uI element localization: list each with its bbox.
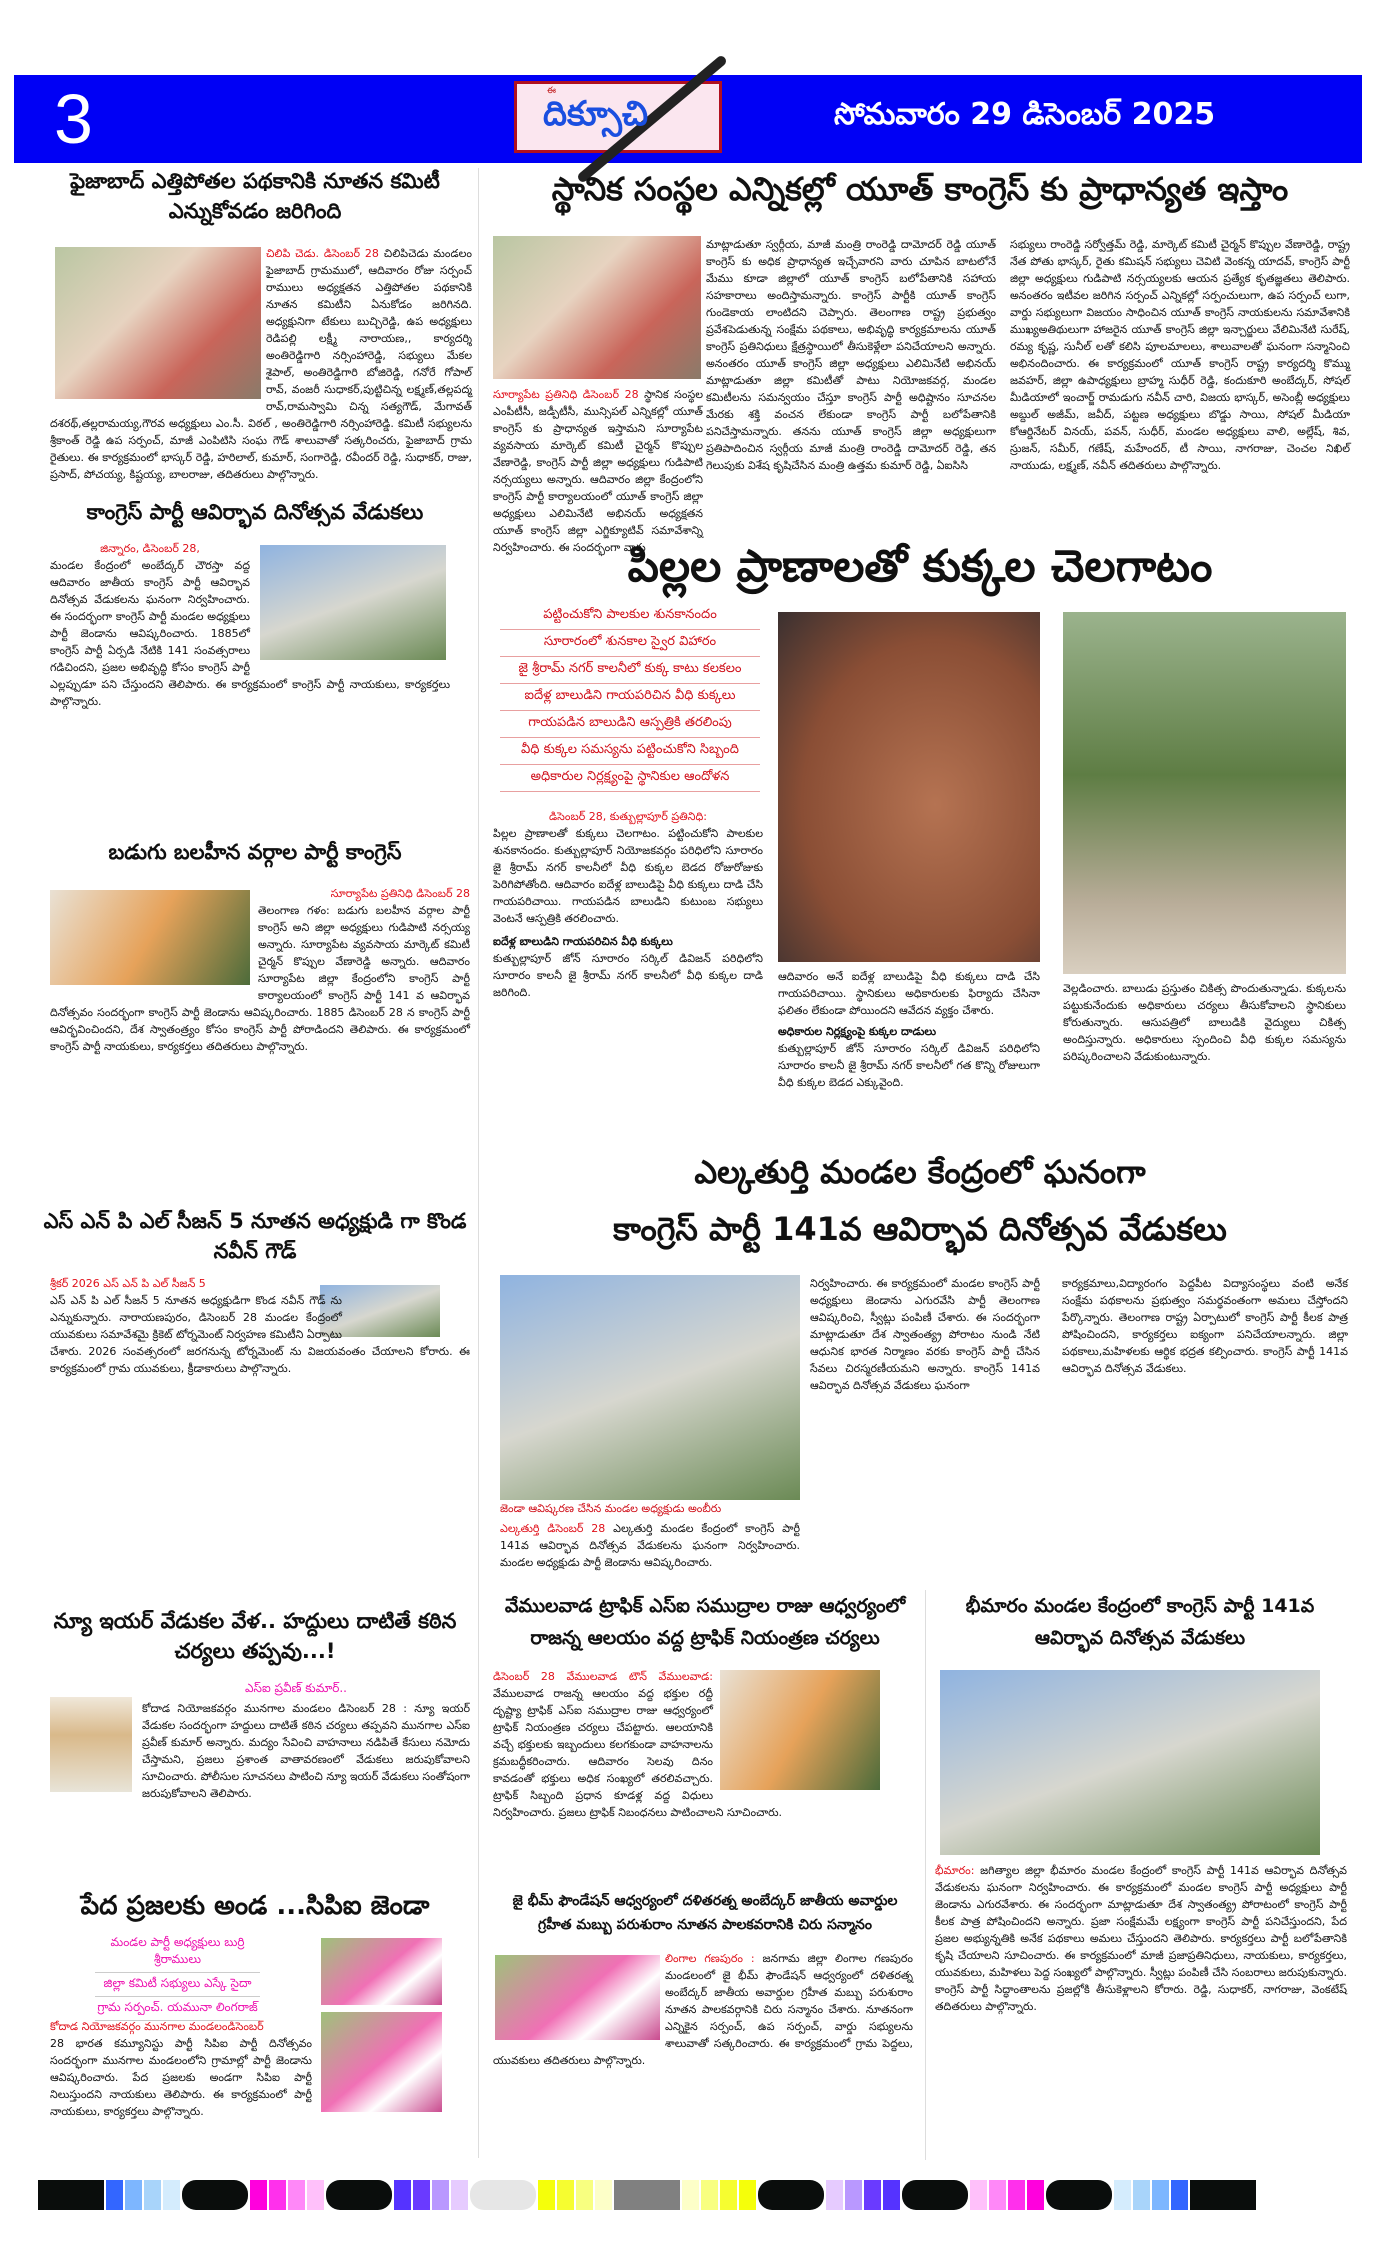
article-backward-classes [50,885,470,1200]
headline-bheemaram: భీమారం మండల కేంద్రంలో కాంగ్రెస్ పార్టీ 141వ ఆవిర్భావ దినోత్సవ వేడుకలు [965,1595,1315,1650]
photo-spacer [250,540,450,665]
page-number: 3 [54,80,93,158]
article-faizabad [50,245,472,490]
color-swatch [250,2180,267,2210]
color-swatch [1133,2180,1150,2210]
dogs-photo-text [778,968,1040,1088]
article-body: మండల కేంద్రంలో అంబేద్కర్ చౌరస్తా వద్ద ఆదివారం జాతీయ కాంగ్రెస్ పార్టీ ఆవిర్భావ దినోత్సవ వేడుకలను ఘనంగా నిర్వహించారు. ఈ సందర్భంగా కాంగ్రెస్ పార్టీ మండల అధ్యక్షులు పార్టీ జెండాను ఆవిష్కరించారు. 1885లో కాంగ్రెస్ పార్టీ ఏర్పడి నేటికి 141 సంవత్సరాలు గడిచిందని, ప్రజల అభివృద్ధి కోసం కాంగ్రెస్ పార్టీ ఎల్లప్పుడూ పని చేస్తుందని తెలిపారు. ఈ కార్యక్రమంలో కాంగ్రెస్ పార్టీ నాయకులు, కార్యకర్తలు పాల్గొన్నారు. [50,559,450,708]
headline-elkathurthi-1: ఎల్కతుర్తి మండల కేంద్రంలో ఘనంగా [694,1153,1146,1191]
color-swatch [413,2180,430,2210]
photo-cpi-flag [321,2012,442,2112]
dateline: జిన్నారం, డిసెంబర్ 28, [100,542,200,555]
article-new-year [50,1700,470,1880]
logo-name: దిక్సూచి [543,94,648,134]
article-body: జగిత్యాల జిల్లా భీమారం మండల కేంద్రంలో కాంగ్రెస్ పార్టీ 141వ ఆవిర్భావ దినోత్సవ వేడుకలను ఘనంగా నిర్వహించారు. ఈ కార్యక్రమంలో మండల కాంగ్రెస్ పార్టీ అధ్యక్షులు పార్టీ జెండాను ఎగురవేశారు. ఈ సందర్భంగా మాట్లాడుతూ దేశ స్వాతంత్య్ర పోరాటంలో కాంగ్రెస్ పార్టీ కీలక పాత్ర పోషించిందని అన్నారు. ప్రజా సంక్షేమమే లక్ష్యంగా కాంగ్రెస్ పార్టీ పనిచేస్తుందని, పేద ప్రజల అభ్యున్నతికి అనేక పథకాలు అమలు చేస్తుందని తెలిపారు. కార్యకర్తలు పార్టీ బలోపేతానికి కృషి చేయాలని సూచించారు. ఈ కార్యక్రమంలో మాజీ ప్రజాప్రతినిధులు, నాయకులు, కార్యకర్తలు, యువకులు, మహిళలు పెద్ద సంఖ్యలో పాల్గొన్నారు. స్వీట్లు పంపిణీ చేసి సంబరాలు జరుపుకున్నారు. కాంగ్రెస్ పార్టీ సిద్ధాంతాలను ప్రజల్లోకి తీసుకెళ్లాలని కోరారు. రెడ్డి, సుధాకర్, నాగరాజు, వెంకటేష్ తదితరులు పాల్గొన్నారు. [935,1864,1347,2013]
article-body: స్థానిక సంస్థల ఎంపీటీసీ, జడ్పీటీసీ, మున్సిపల్ ఎన్నికల్లో యూత్ కాంగ్రెస్ కు ప్రాధాన్యత ఇస్తామని సూర్యాపేట వ్యవసాయ మార్కెట్ కమిటీ చైర్మన్ కొప్పుల వేణారెడ్డి, కాంగ్రెస్ పార్టీ జిల్లా అధ్యక్షులు గుడిపాటి నర్సయ్యలు అన్నారు. ఆదివారం జిల్లా కేంద్రంలోని కాంగ్రెస్ పార్టీ కార్యాలయంలో యూత్ కాంగ్రెస్ జిల్లా అధ్యక్షులు ఎలిమినేటి అభినయ్ అధ్యక్షతన యూత్ కాంగ్రెస్ జిల్లా ఎగ్జిక్యూటివ్ సమావేశాన్ని నిర్వహించారు. ఈ సందర్భంగా వారు [493,388,703,554]
color-swatch [970,2180,987,2210]
article-body: చిలిపిచెడు మండలం ఫైజాబాద్ గ్రామములో, ఆదివారం రోజు సర్పంచ్ రాములు అధ్యక్షతన ఎత్తిపోతల పథకానికి నూతన కమిటీని ఏనుకోడం జరిగినది. అధ్యక్షునిగా టేకులు బుచ్చిరెడ్డి, ఉప అధ్యక్షులు రెడిపల్లి లక్ష్మీ నారాయణ,, కార్యదర్శి అంతిరెడ్డిగారి నర్సింహారెడ్డి, సభ్యులు మేకల శైపాల్, అంతిరెడ్డిగారి బోజిరెడ్డి, గనోరే గోపాల్ రావ్, వంజరీ సుధాకర్,పుట్టిచిన్న లక్ష్మణ్,తల్లపద్మ రావ్,రామస్వామి చిన్న సత్యగౌడ్, మేగావత్ దశరథ్,తల్లరామయ్య,గౌరవ అధ్యక్షులు ఎం.సీ. విఠల్ , అంతిరెడ్డిగారి నర్సింహారెడ్డి. కమిటీ సభ్యులను శ్రీకాంత్ రెడ్డి ఉప సర్పంచ్, మాజీ ఎంపిటిసి సంఘ గౌడ్ శాలువాతో సత్కరించరు, ఫైజాబాద్ గ్రామ రైతులు. ఈ కార్యక్రమంలో భాస్కర్ రెడ్డి, హరిలాల్, కుమార్, సంగారెడ్డి, రవీందర్ రెడ్డి, సుధాకర్, రాజు, ప్రసాద్, పోచయ్య, కిష్టయ్య, బాలరాజు, తదితరులు పాల్గొన్నారు. [50,247,473,481]
color-swatch [758,2180,824,2210]
dateline: లింగాల గణపురం : [665,1952,755,1965]
color-swatch [288,2180,305,2210]
side-heading: అధికారుల నిర్లక్ష్యంపై కుక్కల దాడులు [778,1025,937,1038]
elkathurthi-col3: కార్యక్రమాలు,విద్యారంగం పెద్దపీట విద్యాసంస్థలు వంటి అనేక సంక్షేమ పథకాలను ప్రభుత్వం సమర్థవంతంగా అమలు చేస్తోందని పేర్కొన్నారు. తెలంగాణ రాష్ట్ర ఏర్పాటులో కాంగ్రెస్ పార్టీ కీలక పాత్ర పోషించిందని, కార్యకర్తలు ఐక్యంగా పనిచేయాలన్నారు. జిల్లా పథకాలు,మహిళలకు ఆర్థిక భద్రత కల్పించారు. కాంగ్రెస్ పార్టీ 141వ ఆవిర్భావ దినోత్సవ వేడుకలు. [1062,1277,1348,1375]
subhead: మండల పార్టీ అధ్యక్షులు బుర్రి శ్రీరాములు [95,1932,260,1973]
dogs-photo-text-2: వెల్లడించారు. బాలుడు ప్రస్తుతం చికిత్స పొందుతున్నాడు. కుక్కలను పట్టుకునేందుకు అధికారులు చర్యలు తీసుకోవాలని స్థానికులు కోరుతున్నారు. ఆసుపత్రిలో బాలుడికి వైద్యులు చికిత్స అందిస్తున్నారు. అధికారులు స్పందించి వీధి కుక్కల సమస్యను పరిష్కరించాలని వేడుకుంటున్నారు. [1063,982,1346,1063]
color-swatch [1152,2180,1169,2210]
color-swatch [1027,2180,1044,2210]
cpi-subheads [95,1932,260,2021]
headline-new-year: న్యూ ఇయర్ వేడుకల వేళ.. హద్దులు దాటితే కఠిన చర్యలు తప్పవు...! [53,1609,457,1664]
dateline: ఎల్కతుర్తి డిసెంబర్ 28 [500,1522,606,1535]
color-swatch [326,2180,392,2210]
newspaper-logo [514,81,722,153]
article-body: జనగామ జిల్లా లింగాల గణపురం మండలంలో జై భీమ్ ఫౌండేషన్ ఆధ్వర్యంలో దళితరత్న అంబేద్కర్ జాతీయ అవార్డుల గ్రహీత మబ్బు పరుశురాం నూతన పాలకవర్గానికి చిరు సన్మానం చేశారు. నూతనంగా ఎన్నికైన సర్పంచ్, ఉప సర్పంచ్, వార్డు సభ్యులను శాలువాతో సత్కరించారు. ఈ కార్యక్రమంలో గ్రామ పెద్దలు, యువకులు తదితరులు పాల్గొన్నారు. [493,1952,913,2067]
article-jaibheem [493,1950,913,2155]
masthead [14,75,1362,163]
column-divider [478,168,479,2158]
subhead: సూరారంలో శునకాల స్వైర విహారం [500,630,760,657]
headline-youth-congress: స్థానిక సంస్థల ఎన్నికల్లో యూత్ కాంగ్రెస్ కు ప్రాధాన్యత ఇస్తాం [551,170,1289,208]
photo-dog-bite-wound [778,612,1040,962]
photo-elkathurthi-flag [500,1275,800,1500]
dateline: సూర్యాపేట ప్రతినిధి డిసెంబర్ 28 [330,887,470,900]
color-swatch [1008,2180,1025,2210]
headline-cpi: పేద ప్రజలకు అండ ...సిపిఐ జెండా [80,1891,430,1921]
color-swatch [1046,2180,1112,2210]
headline-congress-formation: కాంగ్రెస్ పార్టీ ఆవిర్భావ దినోత్సవ వేడుకలు [86,500,424,524]
color-swatch [1171,2180,1188,2210]
color-swatch [144,2180,161,2210]
photo-spacer [493,1950,665,2042]
article-body: ఎస్ ఎన్ పి ఎల్ సీజన్ 5 నూతన అధ్యక్షుడిగా కొండ నవీన్ గౌడ్ ను ఎన్నుకున్నారు. నారాయణపురం, డిసెంబర్ 28 మండల కేంద్రంలో యువకులు సమావేశమై క్రికెట్ టోర్నమెంట్ నిర్వహణ కమిటీని ఏర్పాటు చేశారు. 2026 సంవత్సరంలో జరగనున్న టోర్నమెంట్ ను విజయవంతం చేయాలని కోరారు. ఈ కార్యక్రమంలో గ్రామ యువకులు, క్రీడాకారులు పాల్గొన్నారు. [50,1294,470,1375]
youth-congress-col3: సభ్యులు రాంరెడ్డి సర్వోత్తమ్ రెడ్డి, మార్కెట్ కమిటీ చైర్మన్ కొప్పుల వేణారెడ్డి, రాష్ట్ర నేత పోతు భాస్కర్, రైతు కమిషన్ సభ్యులు చెవిటి వెంకన్న యాదవ్, కాంగ్రెస్ పార్టీ జిల్లా అధ్యక్షులు గుడిపాటి నర్సయ్యలకు ఆయన ప్రత్యేక కృతజ్ఞతలు తెలిపారు. అనంతరం ఇటీవల జరిగిన సర్పంచ్ ఎన్నికల్లో సర్పంచులుగా, ఉప సర్పంచ్ లుగా, వార్డు సభ్యులుగా విజయం సాధించిన యూత్ కాంగ్రెస్ నాయకులను సమావేశానికి ముఖ్యఅతిథులుగా హాజరైన యూత్ కాంగ్రెస్ జిల్లా ఇన్చార్జులు వేలిమినేటి సురేష్, రమ్య కృష్ణ, సునీల్ లతో కలిసి పూలమాలలు, శాలువాలతో ఘనంగా సన్మానించి అభినందించారు. ఈ కార్యక్రమంలో యూత్ కాంగ్రెస్ రాష్ట్ర కార్యదర్శి కొమ్ము జవహర్, జిల్లా ఉపాధ్యక్షులు బ్రాహ్మ సుధీర్ రెడ్డి, కందుకూరి అంబేద్కర్, సోషల్ మీడియాలో ఇంచార్జ్ రామడుగు నవీన్ చారి, విజయ భాస్కర్, అసెంబ్లీ అధ్యక్షులు అబ్దుల్ అజీమ్, జవీద్, పట్టణ అధ్యక్షులు బొడ్డు సాయి, సోషల్ మీడియా కోఆర్డినేటర్ వినయ్, పవన్, సుధీర్, మండల అధ్యక్షులు వాలి, అల్లేష్, శివ, స్రుజన్, సమీర్, గణేష్, మహేందర్, టీ సాయి, నాగరాజు, చెంచల నిఖిల్ నాయుడు, లక్ష్మణ్, నవీన్ తదితరులు పాల్గొన్నారు. [1010,238,1350,472]
column-divider [925,1590,926,2160]
subhead: గాయపడిన బాలుడిని ఆస్పత్రికి తరలింపు [500,711,760,738]
headline-backward-classes: బడుగు బలహీన వర్గాల పార్టీ కాంగ్రెస్ [108,840,402,864]
color-swatch [1190,2180,1256,2210]
color-swatch [163,2180,180,2210]
color-swatch [701,2180,718,2210]
byline-si: ఎస్ఐ ప్రవీణ్ కుమార్.. [245,1681,347,1695]
headline-vemulawada: వేములవాడ ట్రాఫిక్ ఎస్ఐ సముద్రాల రాజు ఆధ్వర్యంలో రాజన్న ఆలయం వద్ద ట్రాఫిక్ నియంత్రణ చర్యలు [504,1595,906,1650]
article-body: కుత్బుల్లాపూర్ జోన్ సూరారం సర్కిల్ డివిజన్ పరిధిలోని సూరారం కాలనీ జై శ్రీరామ్ నగర్ కాలనీలో గత కొన్ని రోజులుగా వీధి కుక్కల బెడద ఎక్కువైంది. [778,1042,1040,1089]
article-body: ఆదివారం అనే ఐదేళ్ల బాలుడిపై వీధి కుక్కలు దాడి చేసి గాయపరిచాయి. స్థానికులు అధికారులకు ఫిర్యాదు చేసినా ఫలితం లేకుండా పోయిందని ఆవేదన వ్యక్తం చేశారు. [778,970,1040,1017]
color-swatch [307,2180,324,2210]
photo-spacer [342,1275,470,1337]
dateline: సూర్యాపేట ప్రతినిధి డిసెంబర్ 28 [493,388,639,401]
logo-small-text: ఈ [547,86,556,96]
youth-congress-col1 [493,386,703,554]
color-swatch [902,2180,968,2210]
elkathurthi-col1 [500,1520,800,1578]
color-swatch [470,2180,536,2210]
color-swatch [557,2180,574,2210]
color-swatch [614,2180,680,2210]
dateline: చిలిపి చెడు. డిసెంబర్ 28 [266,247,379,260]
dateline: డిసెంబర్ 28, కుత్బుల్లాపూర్ ప్రతినిధి: [549,810,707,823]
side-heading: ఐదేళ్ల బాలుడిని గాయపరిచిన వీధి కుక్కలు [493,935,673,948]
subhead: పట్టించుకోని పాలకుల శునకానందం [500,603,760,630]
headline-dogs: పిల్లల ప్రాణాలతో కుక్కల చెలగాటం [627,541,1213,592]
color-swatch [182,2180,248,2210]
dateline: శ్రీకర్ 2026 ఎస్ ఎన్ పి ఎల్ సీజన్ 5 [50,1277,206,1290]
headline-snpl: ఎస్ ఎన్ పి ఎల్ సీజన్ 5 నూతన అధ్యక్షుడి గా కొండ నవీన్ గౌడ్ [43,1209,467,1264]
color-swatch [106,2180,123,2210]
color-swatch [38,2180,104,2210]
article-body: కోదాడ నియోజకవర్గం మునగాల మండలం డిసెంబర్ 28 : న్యూ ఇయర్ వేడుకల సందర్భంగా హద్దులు దాటితే కఠిన చర్యలు తప్పవని మునగాల ఎస్ఐ ప్రవీణ్ కుమార్ అన్నారు. మద్యం సేవించి వాహనాలు నడిపితే కేసులు నమోదు చేస్తామని, ప్రజలు ప్రశాంత వాతావరణంలో వేడుకలు జరుపుకోవాలని సూచించారు. పోలీసుల సూచనలు పాటించి న్యూ ఇయర్ వేడుకలు సంతోషంగా జరుపుకోవాలని తెలిపారు. [142,1702,470,1800]
issue-date: సోమవారం 29 డిసెంబర్ 2025 [834,97,1216,132]
photo-youth-congress-meeting [493,236,701,379]
subhead: గ్రామ సర్పంచ్. యమునా లింగరాజ్ [95,1997,260,2021]
color-swatch [720,2180,737,2210]
color-swatch [451,2180,468,2210]
subhead: అధికారుల నిర్లక్ష్యంపై స్థానికుల ఆందోళన [500,765,760,792]
registration-color-bar [38,2180,1256,2210]
color-swatch [432,2180,449,2210]
article-body: కుత్బుల్లాపూర్ జోన్ సూరారం సర్కిల్ డివిజన్ పరిధిలోని సూరారం కాలనీ జై శ్రీరామ్ నగర్ కాలనీలో వీధి కుక్కల దాడి జరిగింది. [493,952,763,999]
photo-bheemaram-celebration [940,1670,1320,1855]
photo-spacer [713,1668,913,1796]
headline-jaibheem-1: జై భీమ్ ఫౌండేషన్ ఆధ్వర్యంలో దళితరత్న అంబేద్కర్ జాతీయ అవార్డుల [512,1893,898,1909]
headline-elkathurthi-2: కాంగ్రెస్ పార్టీ 141వ ఆవిర్భావ దినోత్సవ వేడుకలు [613,1210,1227,1248]
color-swatch [595,2180,612,2210]
subhead: జై శ్రీరామ్ నగర్ కాలనీలో కుక్క కాటు కలకలం [500,657,760,684]
photo-spacer [50,245,266,405]
elkathurthi-col2: నిర్వహించారు. ఈ కార్యక్రమంలో మండల కాంగ్రెస్ పార్టీ అధ్యక్షులు జెండాను ఎగురవేసి పార్టీ తెలంగాణ ఆవిష్కరించి, స్వీట్లు పంపిణీ చేశారు. ఈ సందర్భంగా మాట్లాడుతూ దేశ స్వాతంత్య్ర పోరాటం నుండి నేటి ఆధునిక భారత నిర్మాణం వరకు కాంగ్రెస్ పార్టీ చేసిన సేవలు చిరస్మరణీయమని అన్నారు. కాంగ్రెస్ 141వ ఆవిర్భావ దినోత్సవ వేడుకలు ఘనంగా [810,1277,1040,1392]
youth-congress-col2: మాట్లాడుతూ స్వర్గీయ, మాజీ మంత్రి రాంరెడ్డి దామోదర్ రెడ్డి యూత్ కాంగ్రెస్ కు అధిక ప్రాధాన్యత ఇచ్చేవారని వారు చూపిన బాటలోనే మేము కూడా జిల్లాలో యూత్ కాంగ్రెస్ బలోపేతానికి సహాయ సహకారాలు అందిస్తామన్నారు. కాంగ్రెస్ పార్టీకి యూత్ కాంగ్రెస్ గుండెకాయ లాంటిదని చెప్పారు. తెలంగాణ రాష్ట్ర ప్రభుత్వం ప్రవేశపెడుతున్న సంక్షేమ పథకాలు, అభివృద్ధి కార్యక్రమాలను యూత్ కాంగ్రెస్ ప్రతినిధులు క్షేత్రస్థాయిలో తీసుకెళ్లేలా పనిచేయాలని అన్నారు. అనంతరం యూత్ కాంగ్రెస్ జిల్లా అధ్యక్షులు ఎలిమినేటి అభినయ్ మాట్లాడుతూ జిల్లా కమిటీతో పాటు నియోజకవర్గ, మండల కమిటీలను సమన్వయం చేస్తూ కాంగ్రెస్ పార్టీ అధిష్టానం సూచనల మేరకు శక్తి వంచన లేకుండా కాంగ్రెస్ పార్టీ బలోపేతానికి పనిచేస్తామన్నారు. తనను యూత్ కాంగ్రెస్ జిల్లా అధ్యక్షులుగా ప్రతిపాదించిన స్వర్గీయ మాజీ మంత్రి రాంరెడ్డి దామోదర్ రెడ్డి, తన గెలుపుకు విశేష కృషిచేసిన మంత్రి ఉత్తమ కుమార్ రెడ్డి, ఏఐసిసి [706,238,996,472]
color-swatch [989,2180,1006,2210]
color-swatch [864,2180,881,2210]
color-swatch [826,2180,843,2210]
article-body: పిల్లల ప్రాణాలతో కుక్కలు చెలగాటం. పట్టించుకోని పాలకుల శునకానందం. కుత్బుల్లాపూర్ నియోజకవర్గం పరిధిలోని సూరారం జై శ్రీరామ్ నగర్ కాలనీలో వీధి కుక్కల బెడద రోజురోజుకు పెరిగిపోతోంది. ఆదివారం ఐదేళ్ల బాలుడిపై వీధి కుక్కలు దాడి చేసి గాయపరిచాయి. గాయపడిన బాలుడిని కుటుంబ సభ్యులు వెంటనే ఆస్పత్రికి తరలించారు. [493,827,763,925]
color-swatch [125,2180,142,2210]
photo-spacer [50,1700,142,1800]
dateline: కోదాడ నియోజకవర్గం మునగాల మండలండిసెంబర్ [50,2020,264,2033]
article-bheemaram [935,1862,1347,2157]
dogs-subheads [500,603,760,792]
article-snpl [50,1275,470,1595]
color-swatch [739,2180,756,2210]
headline-jaibheem-2: గ్రహీత మబ్బు పరుశురాం నూతన పాలకవరానికి చిరు సన్మానం [538,1917,872,1933]
article-body: 28 భారత కమ్యూనిస్టు పార్టీ సిపిఐ పార్టీ దినోత్సవం సందర్భంగా మునగాల మండలంలోని గ్రామాల్లో పార్టీ జెండాను ఆవిష్కరించారు. పేద ప్రజలకు అండగా సిపిఐ పార్టీ నిలుస్తుందని నాయకులు తెలిపారు. ఈ కార్యక్రమంలో పార్టీ నాయకులు, కార్యకర్తలు పాల్గొన్నారు. [50,2037,312,2118]
color-swatch [538,2180,555,2210]
article-congress-formation [50,540,450,830]
photo-caption: జెండా ఆవిష్కరణ చేసిన మండల అధ్యక్షుడు అంబీరు [500,1502,722,1515]
color-swatch [845,2180,862,2210]
subhead: జిల్లా కమిటీ సభ్యులు ఎస్కే సైదా [95,1973,260,1997]
subhead: ఐదేళ్ల బాలుడిని గాయపరిచిన వీధి కుక్కలు [500,684,760,711]
headline-faizabad: ఫైజాబాద్ ఎత్తిపోతల పథకానికి నూతన కమిటీ ఎన్నుకోవడం జరిగింది [70,169,440,224]
subhead: వీధి కుక్కల సమస్యను పట్టించుకోని సిబ్బంది [500,738,760,765]
color-swatch [576,2180,593,2210]
color-swatch [682,2180,699,2210]
article-body: తెలంగాణ గళం: బడుగు బలహీన వర్గాల పార్టీ కాంగ్రెస్ అని జిల్లా అధ్యక్షులు గుడిపాటి నర్సయ్య అన్నారు. సూర్యాపేట వ్యవసాయ మార్కెట్ కమిటీ చైర్మన్ కొప్పుల వేణారెడ్డి అన్నారు. ఆదివారం సూర్యాపేట జిల్లా కేంద్రంలోని కాంగ్రెస్ పార్టీ కార్యాలయంలో కాంగ్రెస్ పార్టీ 141 వ ఆవిర్భావ దినోత్సవం సందర్భంగా కాంగ్రెస్ పార్టీ జెండాను ఆవిష్కరించారు. 1885 డిసెంబర్ 28 న కాంగ్రెస్ పార్టీ ఆవిర్భవించిందని, దేశ స్వాతంత్ర్యం కోసం కాంగ్రెస్ పార్టీ పోరాడిందని తెలిపారు. ఈ కార్యక్రమంలో కాంగ్రెస్ పార్టీ నాయకులు, కార్యకర్తలు తదితరులు పాల్గొన్నారు. [50,904,470,1053]
dateline: భీమారం: [935,1864,975,1877]
color-swatch [883,2180,900,2210]
photo-spacer [50,885,258,990]
photo-colony-street [1063,612,1346,974]
article-cpi [50,2018,312,2158]
article-vemulawada [493,1668,913,1878]
color-swatch [269,2180,286,2210]
article-body: వేములవాడ రాజన్న ఆలయం వద్ద భక్తుల రద్దీ దృష్ట్యా ట్రాఫిక్ ఎస్ఐ సముద్రాల రాజు ఆధ్వర్యంలో ట్రాఫిక్ నియంత్రణ చర్యలు చేపట్టారు. ఆలయానికి వచ్చే భక్తులకు ఇబ్బందులు కలగకుండా వాహనాలను క్రమబద్ధీకరించారు. ఆదివారం సెలవు దినం కావడంతో భక్తులు అధిక సంఖ్యలో తరలివచ్చారు. ట్రాఫిక్ సిబ్బంది ప్రధాన కూడళ్ల వద్ద విధులు నిర్వహించారు. ప్రజలు ట్రాఫిక్ నిబంధనలు పాటించాలని సూచించారు. [493,1687,782,1819]
photo-cpi-meeting [321,1938,442,2005]
article-body: ఎల్కతుర్తి మండల కేంద్రంలో కాంగ్రెస్ పార్టీ 141వ ఆవిర్భావ దినోత్సవ వేడుకలను ఘనంగా నిర్వహించారు. మండల అధ్యక్షుడు పార్టీ జెండాను ఆవిష్కరించారు. [500,1522,801,1569]
color-swatch [1114,2180,1131,2210]
dogs-body [493,808,763,1078]
color-swatch [394,2180,411,2210]
dateline: డిసెంబర్ 28 వేములవాడ టౌన్ వేములవాడ: [493,1670,713,1683]
